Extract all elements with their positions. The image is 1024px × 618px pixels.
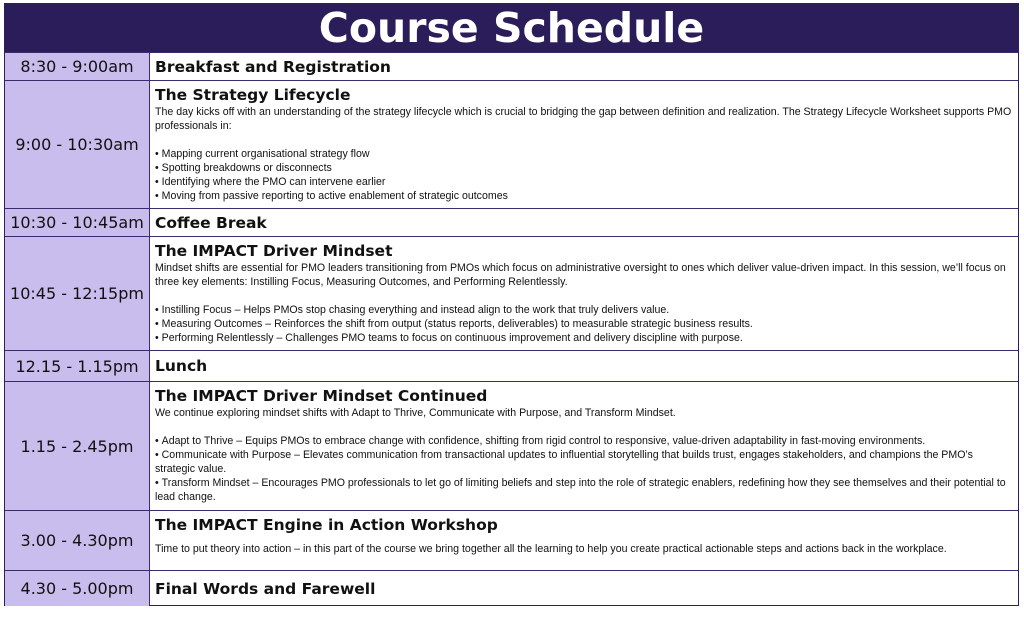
- time-cell: 12.15 - 1.15pm: [5, 351, 150, 381]
- title-bar: [5, 4, 1018, 52]
- session-description: The day kicks off with an understanding of the strategy lifecycle which is crucial to bridging the gap between definition and realization. The Strategy Lifecycle Worksheet supports PMO professionals in:: [155, 106, 1012, 132]
- bullet-item: • Identifying where the PMO can intervene earlier: [155, 175, 1012, 189]
- time-cell: 3.00 - 4.30pm: [5, 511, 150, 570]
- session-heading: Final Words and Farewell: [155, 579, 376, 598]
- session-cell: [150, 209, 1018, 236]
- session-cell: [150, 511, 1018, 570]
- session-cell: [150, 351, 1018, 381]
- bullet-item: • Spotting breakdowns or disconnects: [155, 161, 1012, 175]
- bullet-item: • Communicate with Purpose – Elevates communication from transactional updates to influential storytelling that builds trust, engages stakeholders, and champions the PMO’s strategic value.: [155, 448, 1012, 476]
- session-cell: [150, 571, 1018, 606]
- session-description: Mindset shifts are essential for PMO leaders transitioning from PMOs which focus on administrative oversight to ones which deliver value-driven impact. In this session, we’ll focus on three key elements: Instilling Focus, Measuring Outcomes, and Performing Relentlessly.: [155, 262, 1006, 288]
- schedule-frame: [4, 3, 1019, 606]
- schedule-row-impact-driver-mindset-continued: [5, 381, 1018, 510]
- time-cell: 10:45 - 12:15pm: [5, 237, 150, 350]
- session-cell: [150, 53, 1018, 80]
- schedule-row-impact-engine-workshop: [5, 510, 1018, 570]
- bullet-item: • Transform Mindset – Encourages PMO professionals to let go of limiting beliefs and step into the role of strategic enablers, redefining how they see themselves and their potential to lead change.: [155, 476, 1012, 504]
- bullet-item: • Measuring Outcomes – Reinforces the shift from output (status reports, deliverables) to measurable strategic business results.: [155, 317, 1012, 331]
- time-cell: 4.30 - 5.00pm: [5, 571, 150, 606]
- session-heading: Breakfast and Registration: [155, 57, 391, 76]
- time-cell: 1.15 - 2.45pm: [5, 382, 150, 510]
- session-heading: The IMPACT Engine in Action Workshop: [155, 516, 498, 534]
- bullet-item: • Adapt to Thrive – Equips PMOs to embrace change with confidence, shifting from rigid control to responsive, value-driven adaptability in fast-moving environments.: [155, 434, 1012, 448]
- session-heading: Lunch: [155, 357, 208, 375]
- session-cell: [150, 382, 1018, 510]
- schedule-row-impact-driver-mindset: [5, 236, 1018, 350]
- page-title: Course Schedule: [318, 4, 705, 52]
- time-cell: 8:30 - 9:00am: [5, 53, 150, 80]
- time-cell: 10:30 - 10:45am: [5, 209, 150, 236]
- session-heading: The IMPACT Driver Mindset Continued: [155, 387, 488, 405]
- session-bullets: [155, 434, 1012, 504]
- session-bullets: [155, 147, 1012, 203]
- session-cell: [150, 237, 1018, 350]
- session-heading: The Strategy Lifecycle: [155, 86, 351, 104]
- schedule-row-breakfast: [5, 52, 1018, 80]
- schedule-row-lunch: [5, 350, 1018, 381]
- bullet-item: • Moving from passive reporting to active enablement of strategic outcomes: [155, 189, 1012, 203]
- session-heading: The IMPACT Driver Mindset: [155, 242, 393, 260]
- bullet-item: • Performing Relentlessly – Challenges PMO teams to focus on continuous improvement and delivery discipline with purpose.: [155, 331, 1012, 345]
- session-cell: [150, 81, 1018, 208]
- session-heading: Coffee Break: [155, 213, 267, 232]
- schedule-row-final-words: [5, 570, 1018, 606]
- time-cell: 9:00 - 10:30am: [5, 81, 150, 208]
- bullet-item: • Instilling Focus – Helps PMOs stop chasing everything and instead align to the work that truly delivers value.: [155, 303, 1012, 317]
- schedule-row-coffee-break: [5, 208, 1018, 236]
- bullet-item: • Mapping current organisational strategy flow: [155, 147, 1012, 161]
- session-description: We continue exploring mindset shifts with Adapt to Thrive, Communicate with Purpose, and Transform Mindset.: [155, 407, 676, 419]
- session-bullets: [155, 303, 1012, 345]
- session-description: Time to put theory into action – in this part of the course we bring together all the learning to help you create practical actionable steps and actions back in the workplace.: [155, 543, 947, 555]
- schedule-row-strategy-lifecycle: [5, 80, 1018, 208]
